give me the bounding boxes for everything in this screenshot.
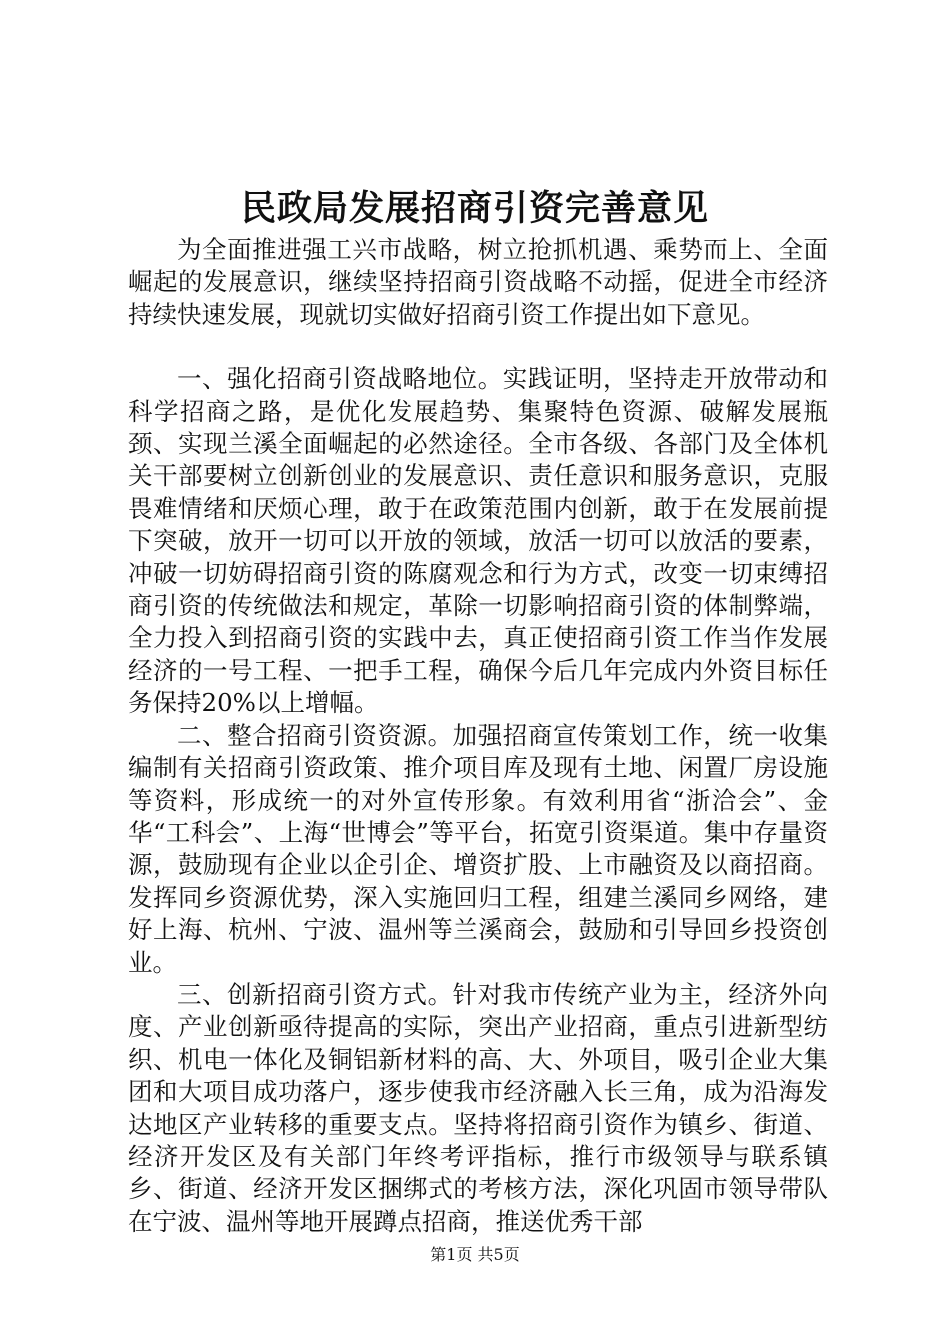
- paragraph-intro: 为全面推进强工兴市战略，树立抢抓机遇、乘势而上、全面崛起的发展意识，继续坚持招商引资战略不动摇，促进全市经济持续快速发展，现就切实做好招商引资工作提出如下意见。: [128, 235, 828, 329]
- page-footer: 第1页 共5页: [430, 1245, 520, 1264]
- paragraph-section-1: 一、强化招商引资战略地位。实践证明，坚持走开放带动和科学招商之路，是优化发展趋势、集聚特色资源、破解发展瓶颈、实现兰溪全面崛起的必然途径。全市各级、各部门及全体机关干部要树立创新创业的发展意识、责任意识和服务意识，克服畏难情绪和厌烦心理，敢于在政策范围内创新，敢于在发展前提下突破，放开一切可以开放的领域，放活一切可以放活的要素，冲破一切妨碍招商引资的陈腐观念和行为方式，改变一切束缚招商引资的传统做法和规定，革除一切影响招商引资的体制弊端，全力投入到招商引资的实践中去，真正使招商引资工作当作发展经济的一号工程、一把手工程，确保今后几年完成内外资目标任务保持20%以上增幅。: [128, 364, 828, 718]
- paragraph-section-2: 二、整合招商引资资源。加强招商宣传策划工作，统一收集编制有关招商引资政策、推介项目库及现有土地、闲置厂房设施等资料，形成统一的对外宣传形象。有效利用省“浙洽会”、金华“工科会”、上海“世博会”等平台，拓宽引资渠道。集中存量资源，鼓励现有企业以企引企、增资扩股、上市融资及以商招商。发挥同乡资源优势，深入实施回归工程，组建兰溪同乡网络，建好上海、杭州、宁波、温州等兰溪商会，鼓励和引导回乡投资创业。: [128, 720, 828, 977]
- document-body: [128, 234, 828, 1238]
- paragraph-section-3: 三、创新招商引资方式。针对我市传统产业为主，经济外向度、产业创新亟待提高的实际，突出产业招商，重点引进新型纺织、机电一体化及铜铝新材料的高、大、外项目，吸引企业大集团和大项目成功落户，逐步使我市经济融入长三角，成为沿海发达地区产业转移的重要支点。坚持将招商引资作为镇乡、街道、经济开发区及有关部门年终考评指标，推行市级领导与联系镇乡、街道、经济开发区捆绑式的考核方法，深化巩固市领导带队在宁波、温州等地开展蹲点招商，推送优秀干部: [128, 979, 828, 1236]
- document-title: 民政局发展招商引资完善意见: [240, 188, 709, 229]
